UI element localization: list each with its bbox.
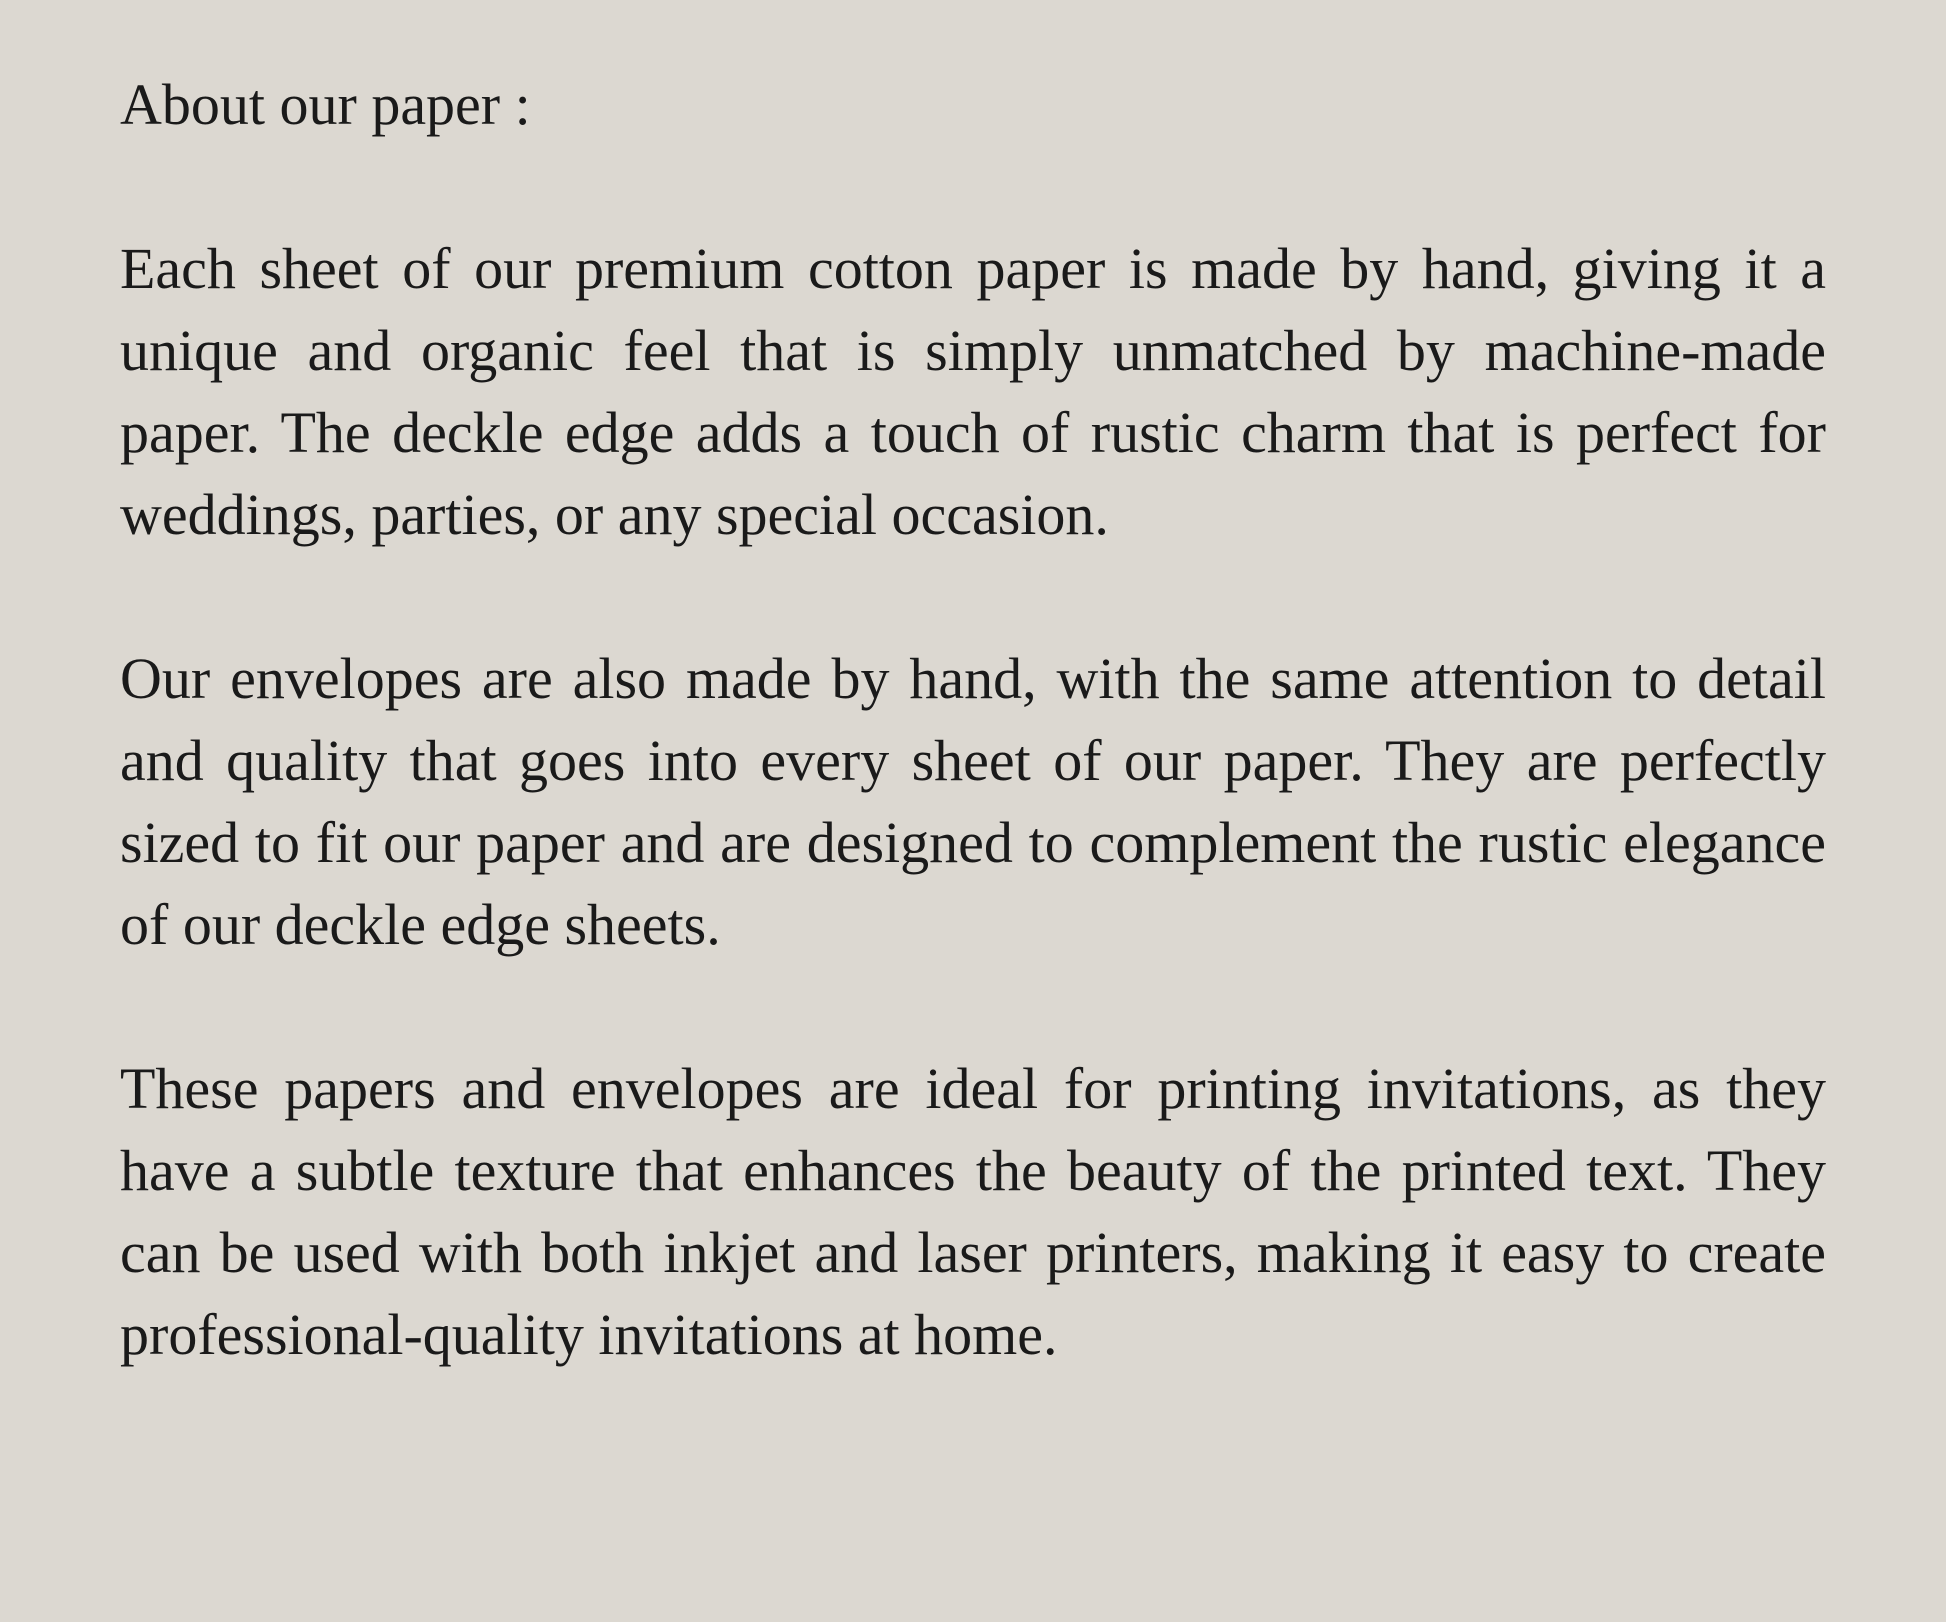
paragraph-paper-description: Each sheet of our premium cotton paper is made by hand, giving it a unique and organic feel that is simply unmatched by machine-made paper. The deckle edge adds a touch of rustic charm that is perfect for weddings, parties, or any special occasion.: [120, 236, 1826, 547]
paragraph-printing-description: These papers and envelopes are ideal for printing invitations, as they have a subtle texture that enhances the beauty of the printed text. They can be used with both inkjet and laser printers, making it easy to create professional-quality invitations at home.: [120, 1056, 1826, 1367]
paragraph-envelopes-description: Our envelopes are also made by hand, with the same attention to detail and quality that goes into every sheet of our paper. They are perfectly sized to fit our paper and are designed to complement the rustic elegance of our deckle edge sheets.: [120, 646, 1826, 957]
page-title: About our paper :: [120, 72, 531, 137]
